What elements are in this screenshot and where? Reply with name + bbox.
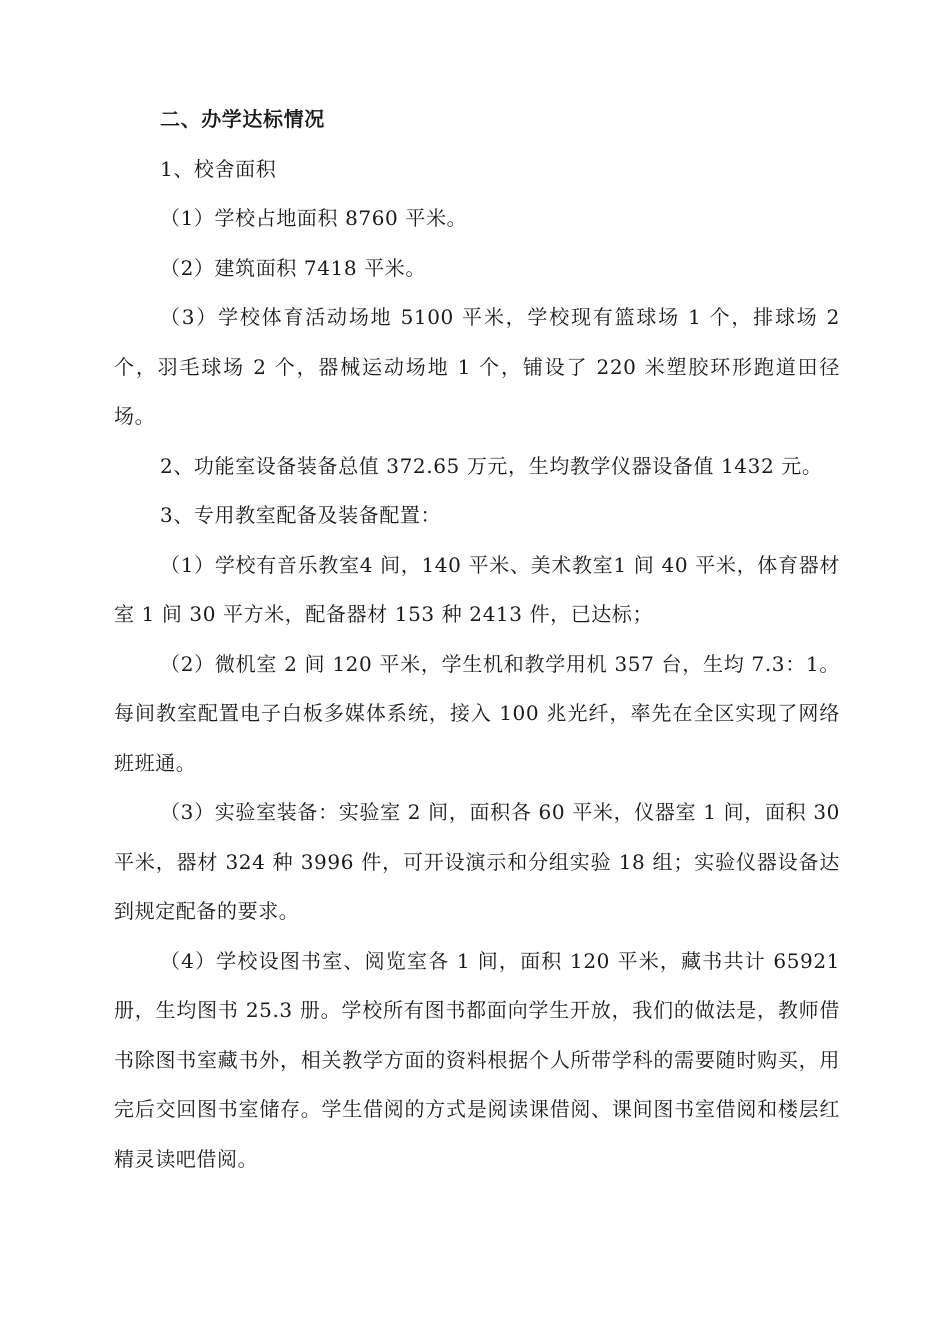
item-sports-field: （3）学校体育活动场地 5100 平米，学校现有篮球场 1 个，排球场 2 个，羽毛球场 2 个，器械运动场地 1 个，铺设了 220 米塑胶环形跑道田径场。	[114, 305, 840, 428]
section-heading: 二、办学达标情况	[160, 107, 325, 131]
item-music-art-pe: （1）学校有音乐教室4 间，140 平米、美术教室1 间 40 平米，体育器材室 1 间 30 平方米，配备器材 153 种 2413 件，已达标；	[114, 552, 840, 626]
item-land-area: （1）学校占地面积 8760 平米。	[160, 206, 468, 230]
subsection-equipment-value: 2、功能室设备装备总值 372.65 万元，生均教学仪器设备值 1432 元。	[160, 453, 823, 478]
item-laboratory: （3）实验室装备：实验室 2 间，面积各 60 平米，仪器室 1 间，面积 30 平米，器材 324 种 3996 件，可开设演示和分组实验 18 组；实验仪器设备达到规定配备的要求。	[114, 800, 840, 923]
subsection-special-classrooms: 3、专用教室配备及装备配置：	[160, 503, 442, 527]
subsection-building-area: 1、校舍面积	[160, 156, 277, 181]
document-body	[114, 95, 840, 1184]
item-floor-area: （2）建筑面积 7418 平米。	[160, 255, 426, 280]
item-library: （4）学校设图书室、阅览室各 1 间，面积 120 平米，藏书共计 65921 册，生均图书 25.3 册。学校所有图书都面向学生开放，我们的做法是，教师借书除图书室藏书外，相关教学方面的资料根据个人所带学科的需要随时购买，用完后交回图书室储存。学生借阅的方式是阅读课借阅、课间图书室借阅和楼层红精灵读吧借阅。	[114, 948, 840, 1171]
item-computer-room: （2）微机室 2 间 120 平米，学生机和教学用机 357 台，生均 7.3：1。每间教室配置电子白板多媒体系统，接入 100 兆光纤，率先在全区实现了网络班班通。	[114, 651, 840, 775]
